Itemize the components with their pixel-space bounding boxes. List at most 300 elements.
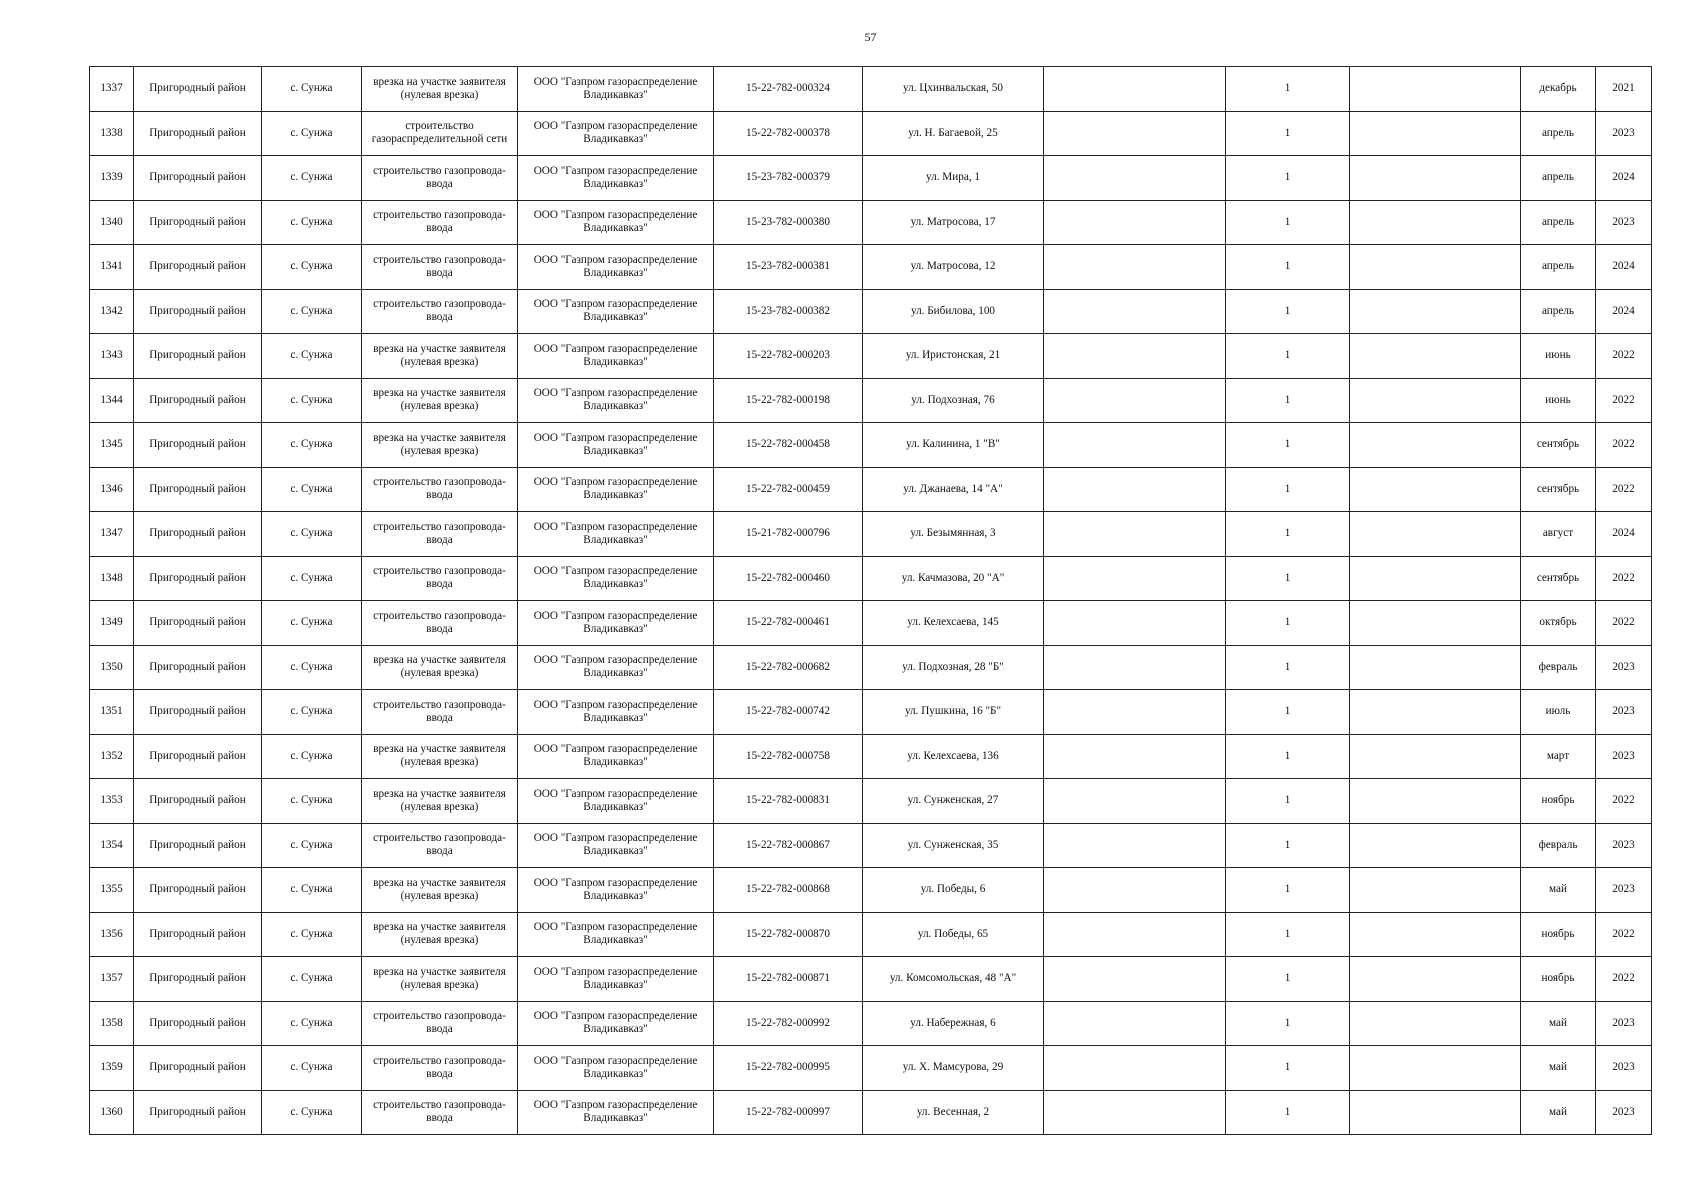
work-type-cell: врезка на участке заявителя (нулевая врезка) (362, 334, 518, 379)
blank-cell-b (1350, 1090, 1521, 1135)
settlement-cell: с. Сунжа (262, 111, 362, 156)
blank-cell-a (1044, 245, 1226, 290)
settlement-cell: с. Сунжа (262, 868, 362, 913)
district-cell: Пригородный район (134, 378, 262, 423)
year-cell: 2023 (1596, 690, 1652, 735)
application-number-cell: 15-22-782-000324 (714, 67, 863, 112)
work-type-cell: строительство газопровода-ввода (362, 467, 518, 512)
table-row (90, 1001, 1652, 1046)
gasification-table-container (89, 66, 1651, 1135)
count-cell: 1 (1226, 1001, 1350, 1046)
address-cell: ул. Набережная, 6 (863, 1001, 1044, 1046)
district-cell: Пригородный район (134, 734, 262, 779)
application-number-cell: 15-22-782-000203 (714, 334, 863, 379)
settlement-cell: с. Сунжа (262, 734, 362, 779)
address-cell: ул. Сунженская, 27 (863, 779, 1044, 824)
blank-cell-b (1350, 245, 1521, 290)
count-cell: 1 (1226, 289, 1350, 334)
count-cell: 1 (1226, 467, 1350, 512)
application-number-cell: 15-23-782-000381 (714, 245, 863, 290)
count-cell: 1 (1226, 67, 1350, 112)
district-cell: Пригородный район (134, 467, 262, 512)
month-cell: сентябрь (1521, 423, 1596, 468)
work-type-cell: врезка на участке заявителя (нулевая врезка) (362, 423, 518, 468)
table-row (90, 868, 1652, 913)
year-cell: 2021 (1596, 67, 1652, 112)
table-row (90, 601, 1652, 646)
row-number-cell: 1343 (90, 334, 134, 379)
address-cell: ул. Комсомольская, 48 "А" (863, 957, 1044, 1002)
row-number-cell: 1350 (90, 645, 134, 690)
table-row (90, 334, 1652, 379)
address-cell: ул. Качмазова, 20 "А" (863, 556, 1044, 601)
organization-cell: ООО "Газпром газораспределение Владикавказ" (518, 111, 714, 156)
address-cell: ул. Сунженская, 35 (863, 823, 1044, 868)
blank-cell-a (1044, 1046, 1226, 1091)
application-number-cell: 15-22-782-000995 (714, 1046, 863, 1091)
application-number-cell: 15-22-782-000198 (714, 378, 863, 423)
work-type-cell: врезка на участке заявителя (нулевая врезка) (362, 779, 518, 824)
organization-cell: ООО "Газпром газораспределение Владикавказ" (518, 1001, 714, 1046)
year-cell: 2022 (1596, 423, 1652, 468)
year-cell: 2023 (1596, 1090, 1652, 1135)
address-cell: ул. Бибилова, 100 (863, 289, 1044, 334)
settlement-cell: с. Сунжа (262, 334, 362, 379)
work-type-cell: строительство газораспределительной сети (362, 111, 518, 156)
district-cell: Пригородный район (134, 556, 262, 601)
row-number-cell: 1348 (90, 556, 134, 601)
district-cell: Пригородный район (134, 289, 262, 334)
year-cell: 2023 (1596, 734, 1652, 779)
row-number-cell: 1338 (90, 111, 134, 156)
count-cell: 1 (1226, 512, 1350, 557)
gasification-table (89, 66, 1652, 1135)
blank-cell-b (1350, 423, 1521, 468)
address-cell: ул. Н. Багаевой, 25 (863, 111, 1044, 156)
organization-cell: ООО "Газпром газораспределение Владикавказ" (518, 1046, 714, 1091)
blank-cell-b (1350, 601, 1521, 646)
organization-cell: ООО "Газпром газораспределение Владикавказ" (518, 912, 714, 957)
address-cell: ул. Пушкина, 16 "Б" (863, 690, 1044, 735)
application-number-cell: 15-22-782-000997 (714, 1090, 863, 1135)
application-number-cell: 15-22-782-000758 (714, 734, 863, 779)
application-number-cell: 15-22-782-000460 (714, 556, 863, 601)
address-cell: ул. Мира, 1 (863, 156, 1044, 201)
table-body (90, 67, 1652, 1135)
organization-cell: ООО "Газпром газораспределение Владикавказ" (518, 734, 714, 779)
work-type-cell: строительство газопровода-ввода (362, 690, 518, 735)
row-number-cell: 1354 (90, 823, 134, 868)
table-row (90, 156, 1652, 201)
application-number-cell: 15-22-782-000868 (714, 868, 863, 913)
blank-cell-a (1044, 690, 1226, 735)
count-cell: 1 (1226, 378, 1350, 423)
count-cell: 1 (1226, 734, 1350, 779)
row-number-cell: 1355 (90, 868, 134, 913)
application-number-cell: 15-22-782-000461 (714, 601, 863, 646)
work-type-cell: врезка на участке заявителя (нулевая врезка) (362, 67, 518, 112)
year-cell: 2022 (1596, 957, 1652, 1002)
row-number-cell: 1358 (90, 1001, 134, 1046)
year-cell: 2022 (1596, 601, 1652, 646)
row-number-cell: 1359 (90, 1046, 134, 1091)
blank-cell-a (1044, 556, 1226, 601)
district-cell: Пригородный район (134, 111, 262, 156)
address-cell: ул. Х. Мамсурова, 29 (863, 1046, 1044, 1091)
settlement-cell: с. Сунжа (262, 556, 362, 601)
blank-cell-b (1350, 556, 1521, 601)
settlement-cell: с. Сунжа (262, 823, 362, 868)
organization-cell: ООО "Газпром газораспределение Владикавказ" (518, 690, 714, 735)
year-cell: 2023 (1596, 200, 1652, 245)
settlement-cell: с. Сунжа (262, 378, 362, 423)
blank-cell-b (1350, 156, 1521, 201)
month-cell: декабрь (1521, 67, 1596, 112)
table-row (90, 1090, 1652, 1135)
count-cell: 1 (1226, 868, 1350, 913)
table-row (90, 734, 1652, 779)
work-type-cell: врезка на участке заявителя (нулевая врезка) (362, 378, 518, 423)
count-cell: 1 (1226, 423, 1350, 468)
row-number-cell: 1342 (90, 289, 134, 334)
year-cell: 2024 (1596, 245, 1652, 290)
year-cell: 2022 (1596, 378, 1652, 423)
settlement-cell: с. Сунжа (262, 467, 362, 512)
organization-cell: ООО "Газпром газораспределение Владикавказ" (518, 556, 714, 601)
application-number-cell: 15-23-782-000379 (714, 156, 863, 201)
table-row (90, 111, 1652, 156)
row-number-cell: 1351 (90, 690, 134, 735)
settlement-cell: с. Сунжа (262, 1090, 362, 1135)
district-cell: Пригородный район (134, 645, 262, 690)
month-cell: октябрь (1521, 601, 1596, 646)
work-type-cell: строительство газопровода-ввода (362, 289, 518, 334)
table-row (90, 67, 1652, 112)
work-type-cell: врезка на участке заявителя (нулевая врезка) (362, 868, 518, 913)
table-row (90, 200, 1652, 245)
month-cell: ноябрь (1521, 779, 1596, 824)
blank-cell-b (1350, 334, 1521, 379)
count-cell: 1 (1226, 156, 1350, 201)
application-number-cell: 15-22-782-000742 (714, 690, 863, 735)
year-cell: 2022 (1596, 779, 1652, 824)
work-type-cell: строительство газопровода-ввода (362, 200, 518, 245)
table-row (90, 779, 1652, 824)
blank-cell-a (1044, 423, 1226, 468)
blank-cell-b (1350, 779, 1521, 824)
organization-cell: ООО "Газпром газораспределение Владикавказ" (518, 601, 714, 646)
work-type-cell: строительство газопровода-ввода (362, 1001, 518, 1046)
district-cell: Пригородный район (134, 957, 262, 1002)
month-cell: май (1521, 1046, 1596, 1091)
month-cell: ноябрь (1521, 912, 1596, 957)
settlement-cell: с. Сунжа (262, 912, 362, 957)
application-number-cell: 15-22-782-000867 (714, 823, 863, 868)
work-type-cell: строительство газопровода-ввода (362, 245, 518, 290)
year-cell: 2024 (1596, 512, 1652, 557)
table-row (90, 690, 1652, 735)
row-number-cell: 1339 (90, 156, 134, 201)
year-cell: 2023 (1596, 1001, 1652, 1046)
blank-cell-a (1044, 156, 1226, 201)
settlement-cell: с. Сунжа (262, 957, 362, 1002)
organization-cell: ООО "Газпром газораспределение Владикавказ" (518, 779, 714, 824)
blank-cell-b (1350, 67, 1521, 112)
application-number-cell: 15-21-782-000796 (714, 512, 863, 557)
district-cell: Пригородный район (134, 245, 262, 290)
blank-cell-b (1350, 823, 1521, 868)
blank-cell-a (1044, 334, 1226, 379)
blank-cell-a (1044, 512, 1226, 557)
row-number-cell: 1353 (90, 779, 134, 824)
blank-cell-a (1044, 289, 1226, 334)
district-cell: Пригородный район (134, 779, 262, 824)
address-cell: ул. Подхозная, 76 (863, 378, 1044, 423)
row-number-cell: 1352 (90, 734, 134, 779)
organization-cell: ООО "Газпром газораспределение Владикавказ" (518, 868, 714, 913)
table-row (90, 556, 1652, 601)
blank-cell-b (1350, 645, 1521, 690)
application-number-cell: 15-22-782-000682 (714, 645, 863, 690)
application-number-cell: 15-23-782-000382 (714, 289, 863, 334)
work-type-cell: врезка на участке заявителя (нулевая врезка) (362, 957, 518, 1002)
month-cell: июль (1521, 690, 1596, 735)
blank-cell-b (1350, 467, 1521, 512)
blank-cell-a (1044, 67, 1226, 112)
application-number-cell: 15-22-782-000870 (714, 912, 863, 957)
year-cell: 2022 (1596, 467, 1652, 512)
organization-cell: ООО "Газпром газораспределение Владикавказ" (518, 289, 714, 334)
row-number-cell: 1357 (90, 957, 134, 1002)
count-cell: 1 (1226, 957, 1350, 1002)
work-type-cell: строительство газопровода-ввода (362, 512, 518, 557)
page-number: 57 (864, 30, 877, 44)
application-number-cell: 15-22-782-000378 (714, 111, 863, 156)
row-number-cell: 1349 (90, 601, 134, 646)
table-row (90, 423, 1652, 468)
settlement-cell: с. Сунжа (262, 690, 362, 735)
table-row (90, 289, 1652, 334)
count-cell: 1 (1226, 601, 1350, 646)
blank-cell-b (1350, 734, 1521, 779)
district-cell: Пригородный район (134, 512, 262, 557)
year-cell: 2023 (1596, 868, 1652, 913)
month-cell: сентябрь (1521, 467, 1596, 512)
table-row (90, 645, 1652, 690)
month-cell: февраль (1521, 645, 1596, 690)
district-cell: Пригородный район (134, 601, 262, 646)
organization-cell: ООО "Газпром газораспределение Владикавказ" (518, 423, 714, 468)
month-cell: ноябрь (1521, 957, 1596, 1002)
table-row (90, 957, 1652, 1002)
work-type-cell: строительство газопровода-ввода (362, 1090, 518, 1135)
count-cell: 1 (1226, 245, 1350, 290)
row-number-cell: 1360 (90, 1090, 134, 1135)
table-row (90, 467, 1652, 512)
blank-cell-b (1350, 1046, 1521, 1091)
blank-cell-b (1350, 378, 1521, 423)
month-cell: апрель (1521, 200, 1596, 245)
organization-cell: ООО "Газпром газораспределение Владикавказ" (518, 645, 714, 690)
month-cell: февраль (1521, 823, 1596, 868)
year-cell: 2022 (1596, 556, 1652, 601)
blank-cell-a (1044, 1090, 1226, 1135)
settlement-cell: с. Сунжа (262, 512, 362, 557)
month-cell: апрель (1521, 289, 1596, 334)
year-cell: 2024 (1596, 289, 1652, 334)
count-cell: 1 (1226, 111, 1350, 156)
blank-cell-a (1044, 645, 1226, 690)
settlement-cell: с. Сунжа (262, 601, 362, 646)
organization-cell: ООО "Газпром газораспределение Владикавказ" (518, 245, 714, 290)
application-number-cell: 15-22-782-000459 (714, 467, 863, 512)
work-type-cell: строительство газопровода-ввода (362, 1046, 518, 1091)
address-cell: ул. Матросова, 17 (863, 200, 1044, 245)
table-row (90, 378, 1652, 423)
month-cell: июнь (1521, 378, 1596, 423)
district-cell: Пригородный район (134, 868, 262, 913)
count-cell: 1 (1226, 690, 1350, 735)
settlement-cell: с. Сунжа (262, 423, 362, 468)
blank-cell-a (1044, 868, 1226, 913)
work-type-cell: врезка на участке заявителя (нулевая врезка) (362, 912, 518, 957)
table-row (90, 245, 1652, 290)
work-type-cell: врезка на участке заявителя (нулевая врезка) (362, 645, 518, 690)
year-cell: 2023 (1596, 823, 1652, 868)
settlement-cell: с. Сунжа (262, 200, 362, 245)
month-cell: сентябрь (1521, 556, 1596, 601)
month-cell: май (1521, 868, 1596, 913)
blank-cell-a (1044, 378, 1226, 423)
application-number-cell: 15-22-782-000831 (714, 779, 863, 824)
table-row (90, 512, 1652, 557)
settlement-cell: с. Сунжа (262, 645, 362, 690)
district-cell: Пригородный район (134, 334, 262, 379)
district-cell: Пригородный район (134, 67, 262, 112)
month-cell: май (1521, 1090, 1596, 1135)
blank-cell-b (1350, 868, 1521, 913)
application-number-cell: 15-22-782-000871 (714, 957, 863, 1002)
work-type-cell: строительство газопровода-ввода (362, 601, 518, 646)
settlement-cell: с. Сунжа (262, 156, 362, 201)
year-cell: 2022 (1596, 334, 1652, 379)
year-cell: 2022 (1596, 912, 1652, 957)
blank-cell-b (1350, 1001, 1521, 1046)
organization-cell: ООО "Газпром газораспределение Владикавказ" (518, 823, 714, 868)
blank-cell-a (1044, 467, 1226, 512)
district-cell: Пригородный район (134, 156, 262, 201)
address-cell: ул. Келехсаева, 145 (863, 601, 1044, 646)
blank-cell-a (1044, 601, 1226, 646)
district-cell: Пригородный район (134, 823, 262, 868)
month-cell: июнь (1521, 334, 1596, 379)
blank-cell-a (1044, 779, 1226, 824)
address-cell: ул. Подхозная, 28 "Б" (863, 645, 1044, 690)
count-cell: 1 (1226, 779, 1350, 824)
row-number-cell: 1340 (90, 200, 134, 245)
work-type-cell: врезка на участке заявителя (нулевая врезка) (362, 734, 518, 779)
settlement-cell: с. Сунжа (262, 245, 362, 290)
year-cell: 2023 (1596, 645, 1652, 690)
count-cell: 1 (1226, 1090, 1350, 1135)
district-cell: Пригородный район (134, 1001, 262, 1046)
organization-cell: ООО "Газпром газораспределение Владикавказ" (518, 1090, 714, 1135)
year-cell: 2023 (1596, 111, 1652, 156)
month-cell: август (1521, 512, 1596, 557)
blank-cell-b (1350, 957, 1521, 1002)
settlement-cell: с. Сунжа (262, 779, 362, 824)
district-cell: Пригородный район (134, 912, 262, 957)
organization-cell: ООО "Газпром газораспределение Владикавказ" (518, 156, 714, 201)
district-cell: Пригородный район (134, 690, 262, 735)
settlement-cell: с. Сунжа (262, 67, 362, 112)
address-cell: ул. Джанаева, 14 "А" (863, 467, 1044, 512)
count-cell: 1 (1226, 912, 1350, 957)
row-number-cell: 1347 (90, 512, 134, 557)
row-number-cell: 1346 (90, 467, 134, 512)
row-number-cell: 1341 (90, 245, 134, 290)
organization-cell: ООО "Газпром газораспределение Владикавказ" (518, 378, 714, 423)
count-cell: 1 (1226, 334, 1350, 379)
organization-cell: ООО "Газпром газораспределение Владикавказ" (518, 467, 714, 512)
blank-cell-b (1350, 912, 1521, 957)
organization-cell: ООО "Газпром газораспределение Владикавказ" (518, 512, 714, 557)
row-number-cell: 1345 (90, 423, 134, 468)
month-cell: март (1521, 734, 1596, 779)
address-cell: ул. Матросова, 12 (863, 245, 1044, 290)
settlement-cell: с. Сунжа (262, 289, 362, 334)
blank-cell-b (1350, 289, 1521, 334)
address-cell: ул. Цхинвальская, 50 (863, 67, 1044, 112)
year-cell: 2024 (1596, 156, 1652, 201)
settlement-cell: с. Сунжа (262, 1001, 362, 1046)
district-cell: Пригородный район (134, 1090, 262, 1135)
organization-cell: ООО "Газпром газораспределение Владикавказ" (518, 957, 714, 1002)
row-number-cell: 1356 (90, 912, 134, 957)
organization-cell: ООО "Газпром газораспределение Владикавказ" (518, 67, 714, 112)
row-number-cell: 1344 (90, 378, 134, 423)
year-cell: 2023 (1596, 1046, 1652, 1091)
address-cell: ул. Победы, 6 (863, 868, 1044, 913)
blank-cell-a (1044, 200, 1226, 245)
application-number-cell: 15-23-782-000380 (714, 200, 863, 245)
blank-cell-a (1044, 111, 1226, 156)
blank-cell-b (1350, 111, 1521, 156)
count-cell: 1 (1226, 645, 1350, 690)
address-cell: ул. Калинина, 1 "В" (863, 423, 1044, 468)
district-cell: Пригородный район (134, 423, 262, 468)
blank-cell-a (1044, 1001, 1226, 1046)
blank-cell-a (1044, 957, 1226, 1002)
count-cell: 1 (1226, 556, 1350, 601)
month-cell: апрель (1521, 111, 1596, 156)
count-cell: 1 (1226, 823, 1350, 868)
blank-cell-a (1044, 823, 1226, 868)
blank-cell-b (1350, 690, 1521, 735)
organization-cell: ООО "Газпром газораспределение Владикавказ" (518, 334, 714, 379)
table-row (90, 1046, 1652, 1091)
district-cell: Пригородный район (134, 1046, 262, 1091)
work-type-cell: строительство газопровода-ввода (362, 556, 518, 601)
district-cell: Пригородный район (134, 200, 262, 245)
table-row (90, 823, 1652, 868)
blank-cell-b (1350, 200, 1521, 245)
count-cell: 1 (1226, 200, 1350, 245)
count-cell: 1 (1226, 1046, 1350, 1091)
month-cell: апрель (1521, 245, 1596, 290)
address-cell: ул. Весенная, 2 (863, 1090, 1044, 1135)
work-type-cell: строительство газопровода-ввода (362, 823, 518, 868)
